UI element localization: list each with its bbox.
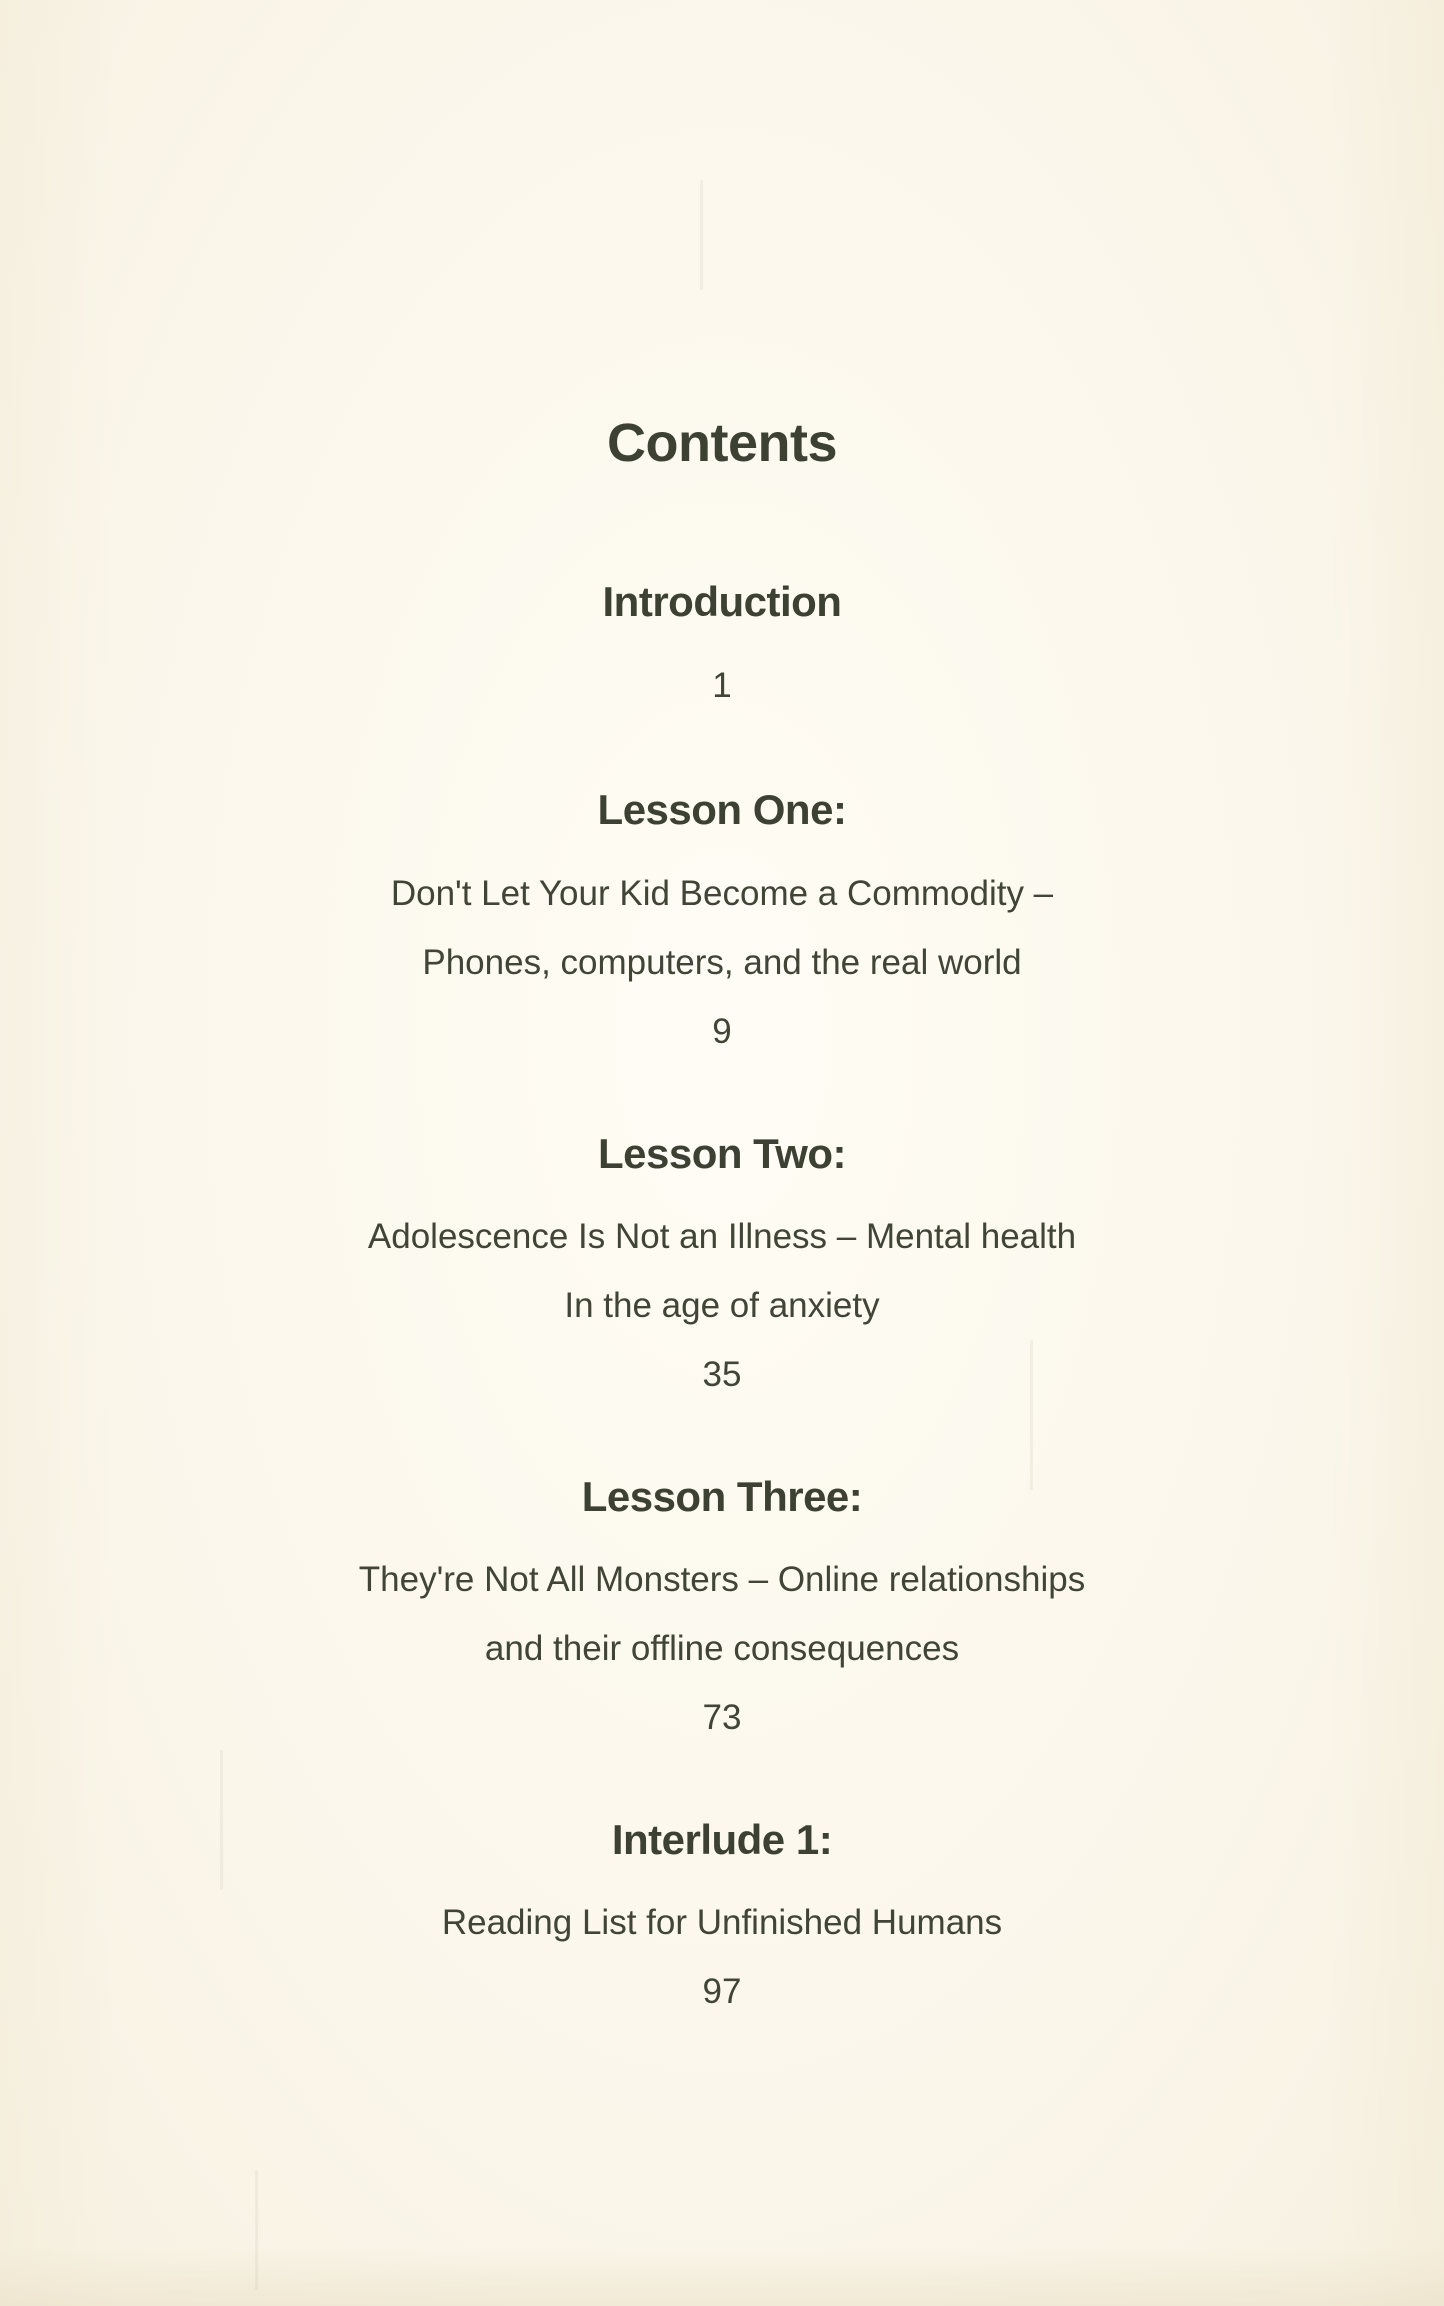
entry-line-lesson-three-1: They're Not All Monsters – Online relationships — [358, 1560, 1086, 1599]
entry-line-interlude-1: Reading List for Unfinished Humans — [441, 1903, 1003, 1942]
entry-line-lesson-two-1: Adolescence Is Not an Illness – Mental health — [367, 1217, 1077, 1256]
entry-line-lesson-one-2: Phones, computers, and the real world — [422, 943, 1022, 982]
entry-heading-interlude-1: Interlude 1: — [611, 1816, 833, 1863]
entry-heading-lesson-two: Lesson Two: — [597, 1130, 847, 1177]
entry-line-lesson-one-1: Don't Let Your Kid Become a Commodity – — [390, 874, 1054, 913]
entry-line-lesson-two-2: In the age of anxiety — [564, 1286, 880, 1325]
page-edge-shadow — [0, 2246, 1444, 2306]
entry-line-lesson-three-2: and their offline consequences — [484, 1629, 960, 1668]
paper-mark — [255, 2170, 258, 2290]
entry-page-lesson-three: 73 — [702, 1698, 742, 1737]
entry-page-lesson-two: 35 — [702, 1355, 742, 1394]
entry-heading-introduction: Introduction — [602, 578, 842, 625]
entry-page-lesson-one: 9 — [712, 1012, 732, 1051]
entry-page-introduction: 1 — [712, 666, 732, 705]
entry-page-interlude-1: 97 — [702, 1972, 742, 2011]
entry-heading-lesson-one: Lesson One: — [597, 786, 847, 833]
entry-heading-lesson-three: Lesson Three: — [581, 1473, 863, 1520]
paper-mark — [700, 180, 703, 290]
page-title: Contents — [607, 413, 837, 473]
